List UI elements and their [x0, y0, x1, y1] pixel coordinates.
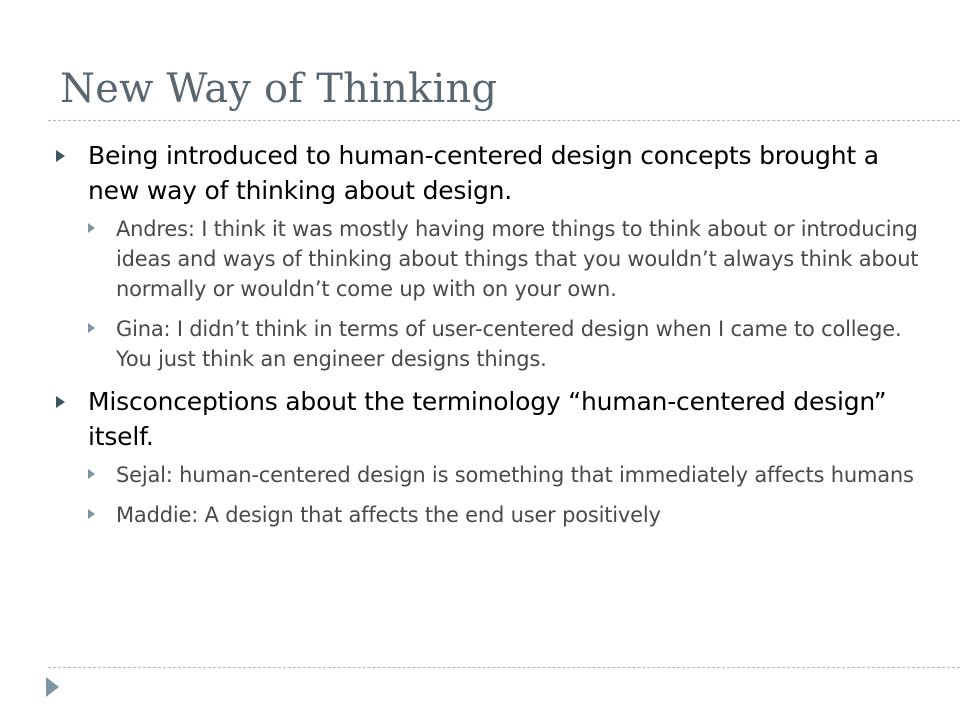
- bullet-text: Misconceptions about the terminology “human-centered design” itself.: [88, 387, 887, 451]
- title-divider: [48, 120, 960, 121]
- footer-divider: [48, 667, 960, 668]
- slide-body: [56, 138, 926, 540]
- slide-title: New Way of Thinking: [60, 66, 498, 112]
- triangle-sub-bullet-icon: [88, 509, 95, 519]
- bullet-list: [56, 138, 926, 530]
- triangle-sub-bullet-icon: [88, 223, 95, 233]
- quote-sejal: Sejal: human-centered design is something that immediately affects humans: [116, 463, 914, 487]
- bullet-item: [56, 384, 926, 530]
- bullet-item: [56, 138, 926, 374]
- triangle-sub-bullet-icon: [88, 323, 95, 333]
- sub-bullet-item: [88, 214, 926, 304]
- bullet-text: Being introduced to human-centered design concepts brought a new way of thinking about design.: [88, 141, 879, 205]
- sub-bullet-item: [88, 314, 926, 374]
- quote-gina: Gina: I didn’t think in terms of user-centered design when I came to college. You just think an engineer designs things.: [116, 317, 902, 371]
- triangle-bullet-icon: [56, 150, 65, 162]
- triangle-bullet-icon: [56, 396, 65, 408]
- sub-bullet-list: [88, 460, 926, 530]
- corner-triangle-icon: [46, 677, 59, 697]
- sub-bullet-item: [88, 460, 926, 490]
- quote-andres: Andres: I think it was mostly having more things to think about or introducing ideas and ways of thinking about things that you wouldn’t always think about normally or wouldn’t come up with on your own.: [116, 217, 919, 301]
- quote-maddie: Maddie: A design that affects the end user positively: [116, 503, 661, 527]
- triangle-sub-bullet-icon: [88, 469, 95, 479]
- sub-bullet-item: [88, 500, 926, 530]
- sub-bullet-list: [88, 214, 926, 374]
